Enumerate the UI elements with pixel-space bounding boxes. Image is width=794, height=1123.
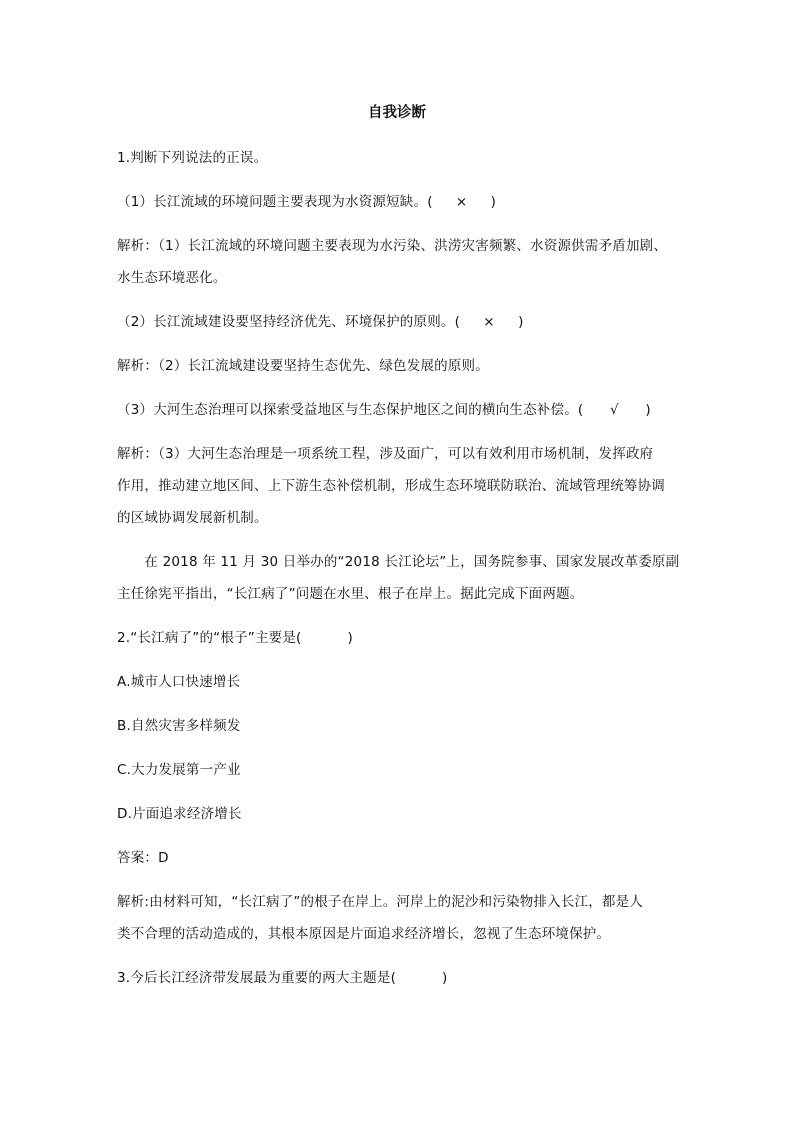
question-1-item-2: [117, 313, 524, 331]
statement-text: （2）长江流域建设要坚持经济优先、环境保护的原则。(: [117, 314, 461, 330]
option-a: A.城市人口快速增长: [117, 674, 241, 690]
option-d: D.片面追求经济增长: [117, 806, 242, 822]
analysis-line: 解析：（3）大河生态治理是一项系统工程，涉及面广，可以有效利用市场机制，发挥政府: [117, 446, 654, 462]
material-line: 在 2018 年 11 月 30 日举办的“2018 长江论坛”上，国务院参事、国家发展改革委原副: [117, 554, 680, 570]
material-line: 主任徐宪平指出，“长江病了”问题在水里、根子在岸上。据此完成下面两题。: [117, 586, 584, 602]
statement-text: （1）长江流域的环境问题主要表现为水资源短缺。(: [117, 194, 433, 210]
analysis-line: 作用，推动建立地区间、上下游生态补偿机制，形成生态环境联防联治、流域管理统筹协调: [117, 478, 665, 494]
answer-mark: ×: [483, 314, 495, 330]
question-1-item-1: [117, 193, 496, 211]
answer-line: 答案：D: [117, 850, 169, 866]
analysis-line: 水生态环境恶化。: [117, 270, 227, 286]
question-text: 2.“长江病了”的“根子”主要是(: [117, 630, 302, 646]
close-paren: ): [442, 970, 448, 986]
answer-mark: ×: [455, 194, 468, 210]
question-1-item-3: [117, 401, 651, 419]
analysis-line: 的区域协调发展新机制。: [117, 510, 268, 526]
option-c: C.大力发展第一产业: [117, 762, 241, 778]
question-1-stem: 1.判断下列说法的正误。: [117, 150, 268, 166]
analysis-line: 解析：（1）长江流域的环境问题主要表现为水污染、洪涝灾害频繁、水资源供需矛盾加剧、: [117, 238, 668, 254]
question-text: 3.今后长江经济带发展最为重要的两大主题是(: [117, 970, 397, 986]
statement-text: （3）大河生态治理可以探索受益地区与生态保护地区之间的横向生态补偿。(: [117, 402, 584, 418]
question-2-stem: [117, 629, 353, 647]
close-paren: ): [347, 630, 353, 646]
close-paren: ): [518, 314, 524, 330]
page-title: 自我诊断: [368, 105, 426, 121]
close-paren: ): [490, 194, 497, 210]
analysis-line: 解析:由材料可知，“长江病了”的根子在岸上。河岸上的泥沙和污染物排入长江，都是人: [117, 894, 644, 910]
analysis-line: 解析：（2）长江流域建设要坚持生态优先、绿色发展的原则。: [117, 358, 489, 374]
analysis-line: 类不合理的活动造成的，其根本原因是片面追求经济增长，忽视了生态环境保护。: [117, 926, 611, 942]
question-3-stem: [117, 969, 448, 987]
close-paren: ): [645, 402, 651, 418]
answer-mark: √: [609, 402, 619, 418]
option-b: B.自然灾害多样频发: [117, 718, 241, 734]
